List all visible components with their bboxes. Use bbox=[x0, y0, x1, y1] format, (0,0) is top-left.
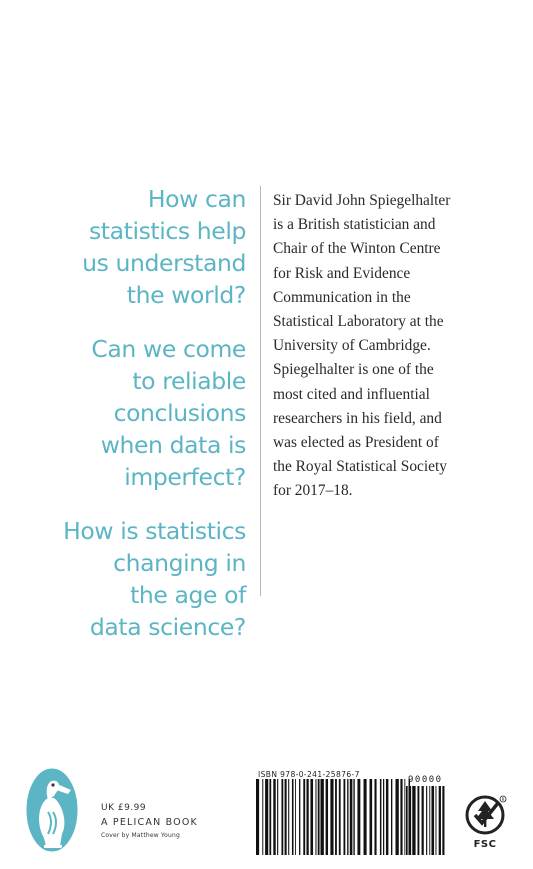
question-line: the world? bbox=[126, 281, 246, 309]
barcode-bar bbox=[306, 779, 308, 855]
bio-line: Statistical Laboratory at the bbox=[273, 313, 444, 331]
question-line: statistics help bbox=[88, 217, 246, 245]
barcode-bar bbox=[406, 786, 408, 855]
barcode-bar bbox=[318, 779, 320, 855]
author-bio bbox=[273, 189, 485, 504]
bio-line: is a British statistician and bbox=[273, 216, 436, 234]
barcode-bar bbox=[330, 779, 333, 855]
svg-text:R: R bbox=[501, 797, 505, 802]
barcode-bar bbox=[429, 786, 430, 855]
question-line: How is statistics bbox=[63, 517, 246, 545]
barcode-bar bbox=[285, 779, 287, 855]
question-line: us understand bbox=[82, 249, 246, 277]
barcode-bar bbox=[295, 779, 296, 855]
pelican-logo-icon bbox=[26, 768, 78, 852]
barcode-bar bbox=[310, 779, 313, 855]
barcode-bar bbox=[353, 779, 354, 855]
bio-line: University of Cambridge. bbox=[273, 337, 431, 355]
barcode-bar bbox=[281, 779, 283, 855]
barcode-bar bbox=[357, 779, 360, 855]
price-text: UK £9.99 bbox=[101, 803, 147, 813]
barcode-bar bbox=[380, 779, 382, 855]
bio-line: Spiegelhalter is one of the bbox=[273, 361, 434, 379]
question-line: imperfect? bbox=[124, 463, 246, 491]
vertical-divider bbox=[260, 186, 261, 596]
barcode-bar bbox=[273, 779, 275, 855]
barcode-bar bbox=[347, 779, 348, 855]
barcode-bar bbox=[339, 779, 341, 855]
barcode-bar bbox=[335, 779, 337, 855]
barcode-bar bbox=[408, 786, 411, 855]
barcode-bar bbox=[391, 779, 392, 855]
barcode-bar bbox=[262, 779, 263, 855]
barcode-bar bbox=[439, 786, 441, 855]
barcode-bar bbox=[364, 779, 367, 855]
barcode-bar bbox=[370, 779, 373, 855]
price-block bbox=[101, 802, 246, 840]
barcode-bar bbox=[431, 786, 434, 855]
barcode-bar bbox=[343, 779, 345, 855]
barcode-bar bbox=[417, 786, 419, 855]
bio-line: for 2017–18. bbox=[273, 482, 353, 500]
question-line: conclusions bbox=[113, 399, 246, 427]
bio-line: for Risk and Evidence bbox=[273, 264, 411, 282]
barcode-bar bbox=[326, 779, 328, 855]
bio-line: was elected as President of bbox=[273, 434, 439, 452]
question-3 bbox=[50, 515, 246, 643]
barcode-bar bbox=[277, 779, 278, 855]
barcode-bar bbox=[386, 779, 388, 855]
barcode-bar bbox=[320, 779, 323, 855]
barcode-bar bbox=[350, 779, 353, 855]
question-line: Can we come bbox=[91, 335, 246, 363]
barcode-bar bbox=[374, 779, 376, 855]
question-line: to reliable bbox=[132, 367, 246, 395]
addon-digits: 90000 bbox=[408, 775, 443, 785]
barcode-bar bbox=[299, 779, 300, 855]
question-line: when data is bbox=[100, 431, 246, 459]
barcode-bar bbox=[315, 779, 316, 855]
question-line: How can bbox=[147, 185, 246, 213]
questions-block bbox=[50, 183, 246, 665]
barcode-bar bbox=[288, 779, 289, 855]
question-2 bbox=[50, 333, 246, 493]
barcode bbox=[256, 779, 410, 855]
bio-line: the Royal Statistical Society bbox=[273, 458, 447, 476]
question-line: data science? bbox=[89, 613, 246, 641]
barcode-bar bbox=[412, 786, 415, 855]
barcode-bar bbox=[256, 779, 259, 855]
barcode-bar bbox=[396, 779, 399, 855]
question-line: changing in bbox=[113, 549, 246, 577]
bio-line: Communication in the bbox=[273, 288, 411, 306]
cover-credit: Cover by Matthew Young bbox=[101, 832, 180, 839]
barcode-bar bbox=[265, 779, 268, 855]
bio-line: Chair of the Winton Centre bbox=[273, 240, 441, 258]
barcode-bar bbox=[269, 779, 271, 855]
isbn-text: ISBN 978-0-241-25876-7 bbox=[258, 770, 360, 779]
barcode-bar bbox=[442, 786, 444, 855]
barcode-bar bbox=[422, 786, 424, 855]
question-1 bbox=[50, 183, 246, 311]
fsc-mark bbox=[462, 793, 508, 855]
barcode-bar bbox=[426, 786, 427, 855]
imprint-text: A PELICAN BOOK bbox=[101, 817, 198, 828]
barcode-bar bbox=[292, 779, 294, 855]
barcode-bar bbox=[303, 779, 305, 855]
question-line: the age of bbox=[130, 581, 246, 609]
bio-line: Sir David John Spiegelhalter bbox=[273, 192, 451, 209]
bio-line: most cited and influential bbox=[273, 385, 430, 403]
bio-line: researchers in his field, and bbox=[273, 409, 442, 427]
barcode-bar bbox=[435, 786, 436, 855]
barcode-addon bbox=[406, 786, 446, 855]
barcode-bar bbox=[400, 779, 402, 855]
fsc-tree-check-icon bbox=[462, 793, 508, 837]
barcode-bar bbox=[383, 779, 384, 855]
fsc-label: FSC bbox=[473, 839, 497, 850]
